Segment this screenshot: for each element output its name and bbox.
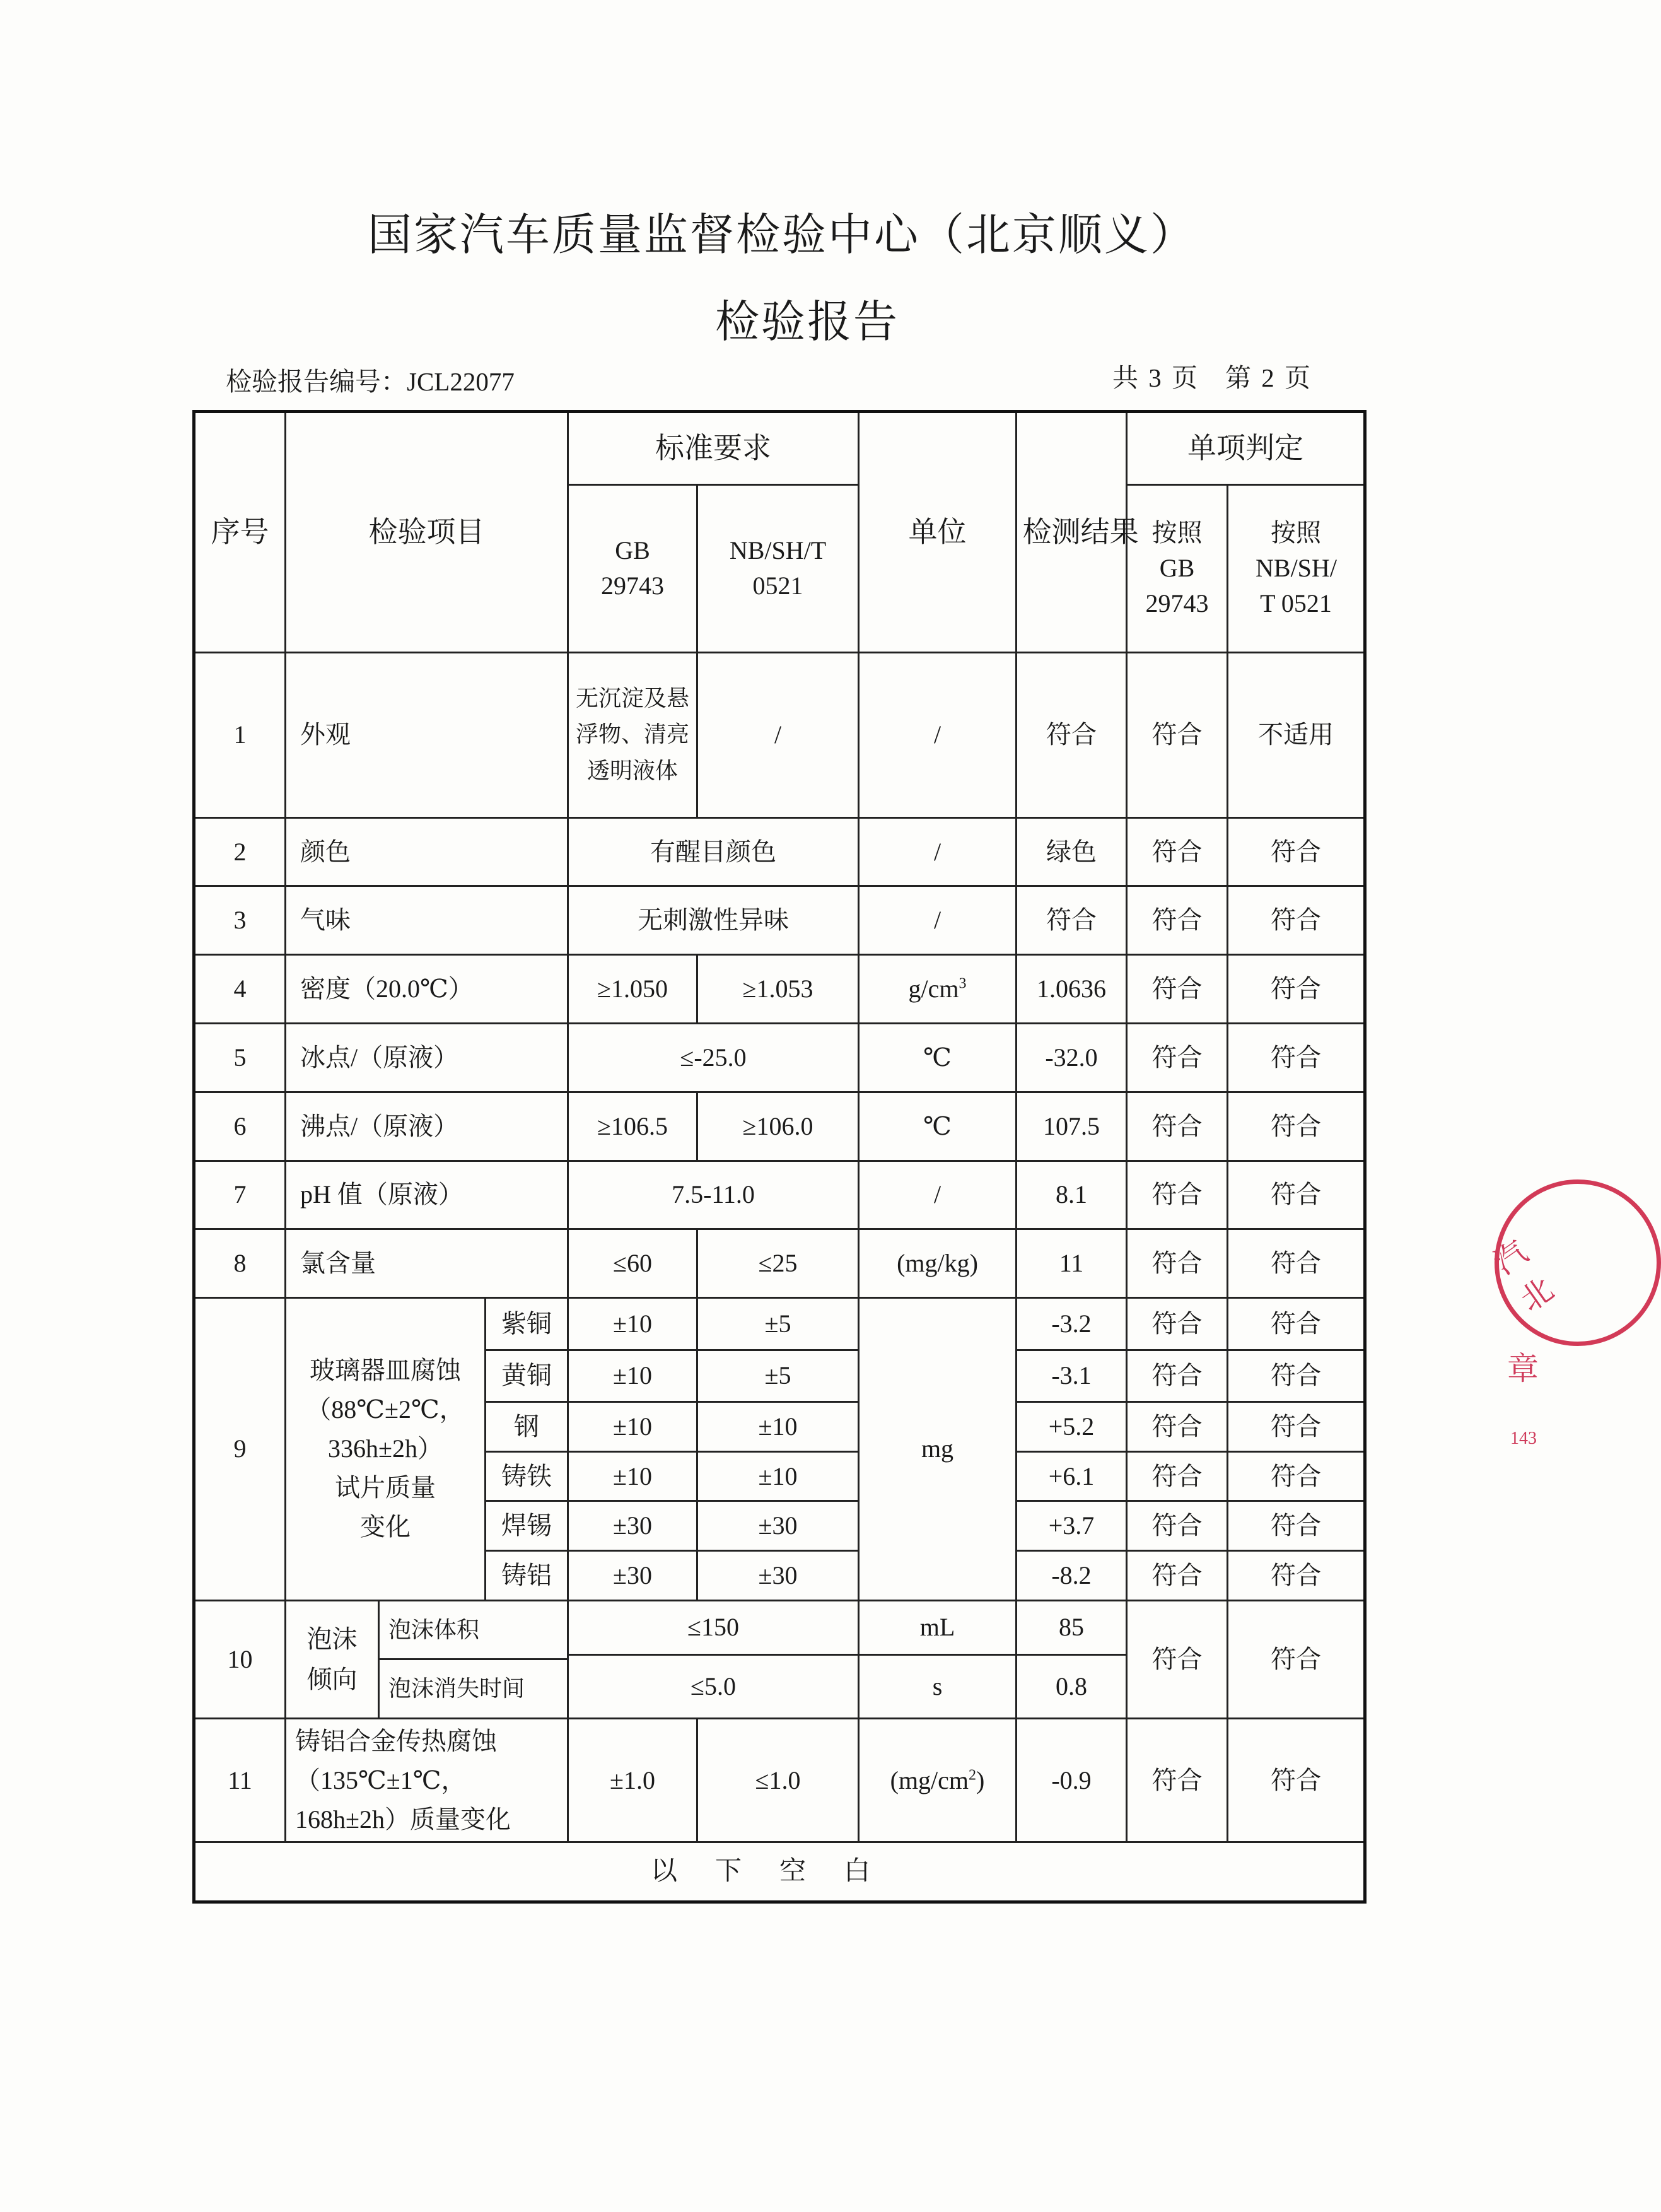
row-no: 5 xyxy=(194,1023,286,1092)
row-item: 外观 xyxy=(286,652,568,817)
table-row xyxy=(194,1161,1365,1229)
row-unit: s xyxy=(859,1655,1017,1719)
row-unit: ℃ xyxy=(859,1092,1017,1161)
table-row xyxy=(194,1229,1365,1298)
row-item: 冰点/（原液） xyxy=(286,1023,568,1092)
row-std: ≤150 xyxy=(568,1600,859,1655)
row-no: 4 xyxy=(194,955,286,1024)
row-result: -0.9 xyxy=(1017,1718,1127,1842)
row-std-nb: ±30 xyxy=(697,1550,859,1600)
row-verdict-gb: 符合 xyxy=(1127,1023,1228,1092)
row-result: 绿色 xyxy=(1017,817,1127,886)
row-std-nb: ±10 xyxy=(697,1451,859,1501)
row-no: 7 xyxy=(194,1161,286,1229)
row-std-nb: ±30 xyxy=(697,1501,859,1551)
row-result: -3.1 xyxy=(1017,1350,1127,1402)
row-unit: (mg/kg) xyxy=(859,1229,1017,1298)
seal-text-2: 章 xyxy=(1507,1351,1539,1386)
row-std-nb: ≤25 xyxy=(697,1229,859,1298)
row-std: 7.5-11.0 xyxy=(568,1161,859,1229)
row-verdict-gb: 符合 xyxy=(1127,1161,1228,1229)
row-verdict-gb: 符合 xyxy=(1127,1451,1228,1501)
row-unit: mg xyxy=(859,1298,1017,1600)
row-result: 85 xyxy=(1017,1600,1127,1655)
header-verdict: 单项判定 xyxy=(1127,412,1365,485)
row-no: 9 xyxy=(194,1298,286,1600)
row-verdict-nb: 符合 xyxy=(1228,886,1365,955)
row-std-nb: ±10 xyxy=(697,1402,859,1452)
metal-label: 紫铜 xyxy=(486,1298,568,1350)
row-verdict-nb: 符合 xyxy=(1228,1229,1365,1298)
header-unit: 单位 xyxy=(859,412,1017,653)
row-item: 氯含量 xyxy=(286,1229,568,1298)
tail-row xyxy=(194,1842,1365,1902)
row-item: 沸点/（原液） xyxy=(286,1092,568,1161)
table-row xyxy=(194,1023,1365,1092)
table-row xyxy=(194,1092,1365,1161)
row-std: ≤5.0 xyxy=(568,1655,859,1719)
row-verdict-gb: 符合 xyxy=(1127,886,1228,955)
row-std-gb: ±10 xyxy=(568,1350,697,1402)
row-no: 10 xyxy=(194,1600,286,1718)
row-std-gb: ±1.0 xyxy=(568,1718,697,1842)
row-std-nb: ≥1.053 xyxy=(697,955,859,1024)
row-verdict-gb: 符合 xyxy=(1127,1350,1228,1402)
metal-label: 铸铁 xyxy=(486,1451,568,1501)
total-pages: 共 3 页 xyxy=(1112,363,1198,392)
row-unit: / xyxy=(859,652,1017,817)
table-row xyxy=(194,1298,1365,1350)
row-std-gb: ±10 xyxy=(568,1298,697,1350)
row-no: 1 xyxy=(194,652,286,817)
row-verdict-gb: 符合 xyxy=(1127,1229,1228,1298)
header-verdict-nb: 按照 NB/SH/ T 0521 xyxy=(1228,484,1365,652)
row-verdict-gb: 符合 xyxy=(1127,1501,1228,1551)
inspection-table xyxy=(192,410,1367,1904)
metal-label: 铸铝 xyxy=(486,1550,568,1600)
row-item: 颜色 xyxy=(286,817,568,886)
row-item: pH 值（原液） xyxy=(286,1161,568,1229)
row-verdict-gb: 符合 xyxy=(1127,1402,1228,1452)
row-verdict-nb: 符合 xyxy=(1228,1600,1365,1718)
row-verdict-nb: 符合 xyxy=(1228,1350,1365,1402)
header-std-gb: GB 29743 xyxy=(568,484,697,652)
seal-text-1: 汽北 xyxy=(1488,1234,1560,1318)
table-row xyxy=(194,1600,1365,1655)
blank-below-note: 以下空白 xyxy=(194,1842,1365,1902)
row-std-gb: ≤60 xyxy=(568,1229,697,1298)
header-verdict-gb: 按照 GB 29743 xyxy=(1127,484,1228,652)
foam-item: 泡沫 倾向 泡沫体积 泡沫消失时间 xyxy=(286,1600,568,1718)
row-verdict-nb: 符合 xyxy=(1228,1023,1365,1092)
row-verdict-gb: 符合 xyxy=(1127,1550,1228,1600)
row-item: 密度（20.0℃） xyxy=(286,955,568,1024)
metal-label: 焊锡 xyxy=(486,1501,568,1551)
corrosion-item: 玻璃器皿腐蚀 （88℃±2℃， 336h±2h） 试片质量 变化 xyxy=(286,1298,486,1600)
row-verdict-nb: 不适用 xyxy=(1228,652,1365,817)
row-std-nb: ±5 xyxy=(697,1298,859,1350)
row-result: +5.2 xyxy=(1017,1402,1127,1452)
current-page: 第 2 页 xyxy=(1225,363,1310,392)
report-number: 检验报告编号：JCL22077 xyxy=(226,367,515,396)
row-unit: / xyxy=(859,1161,1017,1229)
row-result: -3.2 xyxy=(1017,1298,1127,1350)
row-verdict-gb: 符合 xyxy=(1127,1600,1228,1718)
table-row xyxy=(194,817,1365,886)
seal-text-3: 143 xyxy=(1510,1429,1537,1448)
row-result: 11 xyxy=(1017,1229,1127,1298)
table-row xyxy=(194,886,1365,955)
row-unit: / xyxy=(859,817,1017,886)
row-verdict-gb: 符合 xyxy=(1127,955,1228,1024)
row-no: 6 xyxy=(194,1092,286,1161)
header-item: 检验项目 xyxy=(286,412,568,653)
row-verdict-gb: 符合 xyxy=(1127,652,1228,817)
row-std-gb: 无沉淀及悬浮物、清亮透明液体 xyxy=(568,652,697,817)
row-std-gb: ≥106.5 xyxy=(568,1092,697,1161)
row-verdict-nb: 符合 xyxy=(1228,1298,1365,1350)
row-std-gb: ±10 xyxy=(568,1451,697,1501)
metal-label: 黄铜 xyxy=(486,1350,568,1402)
row-std-nb: ≥106.0 xyxy=(697,1092,859,1161)
row-verdict-gb: 符合 xyxy=(1127,1092,1228,1161)
row-verdict-gb: 符合 xyxy=(1127,1298,1228,1350)
heat-item: 铸铝合金传热腐蚀 （135℃±1℃， 168h±2h）质量变化 xyxy=(286,1718,568,1842)
row-item: 气味 xyxy=(286,886,568,955)
document-title: 国家汽车质量监督检验中心（北京顺义） xyxy=(368,211,1196,260)
row-result: 107.5 xyxy=(1017,1092,1127,1161)
row-std-nb: ±5 xyxy=(697,1350,859,1402)
document-subtitle: 检验报告 xyxy=(715,298,899,347)
row-std-gb: ±10 xyxy=(568,1402,697,1452)
row-verdict-nb: 符合 xyxy=(1228,817,1365,886)
row-no: 3 xyxy=(194,886,286,955)
row-no: 11 xyxy=(194,1718,286,1842)
header-seq: 序号 xyxy=(194,412,286,653)
row-std-nb: ≤1.0 xyxy=(697,1718,859,1842)
table-row xyxy=(194,1718,1365,1842)
table-row xyxy=(194,955,1365,1024)
header-row xyxy=(194,412,1365,485)
row-unit: $g/cm^3$ xyxy=(859,955,1017,1024)
row-verdict-nb: 符合 xyxy=(1228,1501,1365,1551)
row-unit: mL xyxy=(859,1600,1017,1655)
row-verdict-nb: 符合 xyxy=(1228,955,1365,1024)
row-result: +6.1 xyxy=(1017,1451,1127,1501)
row-std-nb: / xyxy=(697,652,859,817)
page-indicator xyxy=(1112,357,1310,394)
row-verdict-nb: 符合 xyxy=(1228,1402,1365,1452)
row-verdict-nb: 符合 xyxy=(1228,1550,1365,1600)
metal-label: 钢 xyxy=(486,1402,568,1452)
row-unit: / xyxy=(859,886,1017,955)
row-std: 有醒目颜色 xyxy=(568,817,859,886)
row-std: 无刺激性异味 xyxy=(568,886,859,955)
row-std-gb: ±30 xyxy=(568,1550,697,1600)
row-result: -32.0 xyxy=(1017,1023,1127,1092)
header-std-req: 标准要求 xyxy=(568,412,859,485)
row-std: ≤-25.0 xyxy=(568,1023,859,1092)
row-result: 1.0636 xyxy=(1017,955,1127,1024)
row-result: 8.1 xyxy=(1017,1161,1127,1229)
row-no: 8 xyxy=(194,1229,286,1298)
row-result: 符合 xyxy=(1017,652,1127,817)
row-unit: ℃ xyxy=(859,1023,1017,1092)
row-verdict-nb: 符合 xyxy=(1228,1161,1365,1229)
row-no: 2 xyxy=(194,817,286,886)
row-unit: $(mg/cm^2)$ xyxy=(859,1718,1017,1842)
row-result: 符合 xyxy=(1017,886,1127,955)
row-verdict-gb: 符合 xyxy=(1127,817,1228,886)
row-verdict-gb: 符合 xyxy=(1127,1718,1228,1842)
table-row xyxy=(194,652,1365,817)
row-verdict-nb: 符合 xyxy=(1228,1092,1365,1161)
row-result: -8.2 xyxy=(1017,1550,1127,1600)
header-std-nb: NB/SH/T 0521 xyxy=(697,484,859,652)
row-result: 0.8 xyxy=(1017,1655,1127,1719)
row-std-gb: ≥1.050 xyxy=(568,955,697,1024)
row-std-gb: ±30 xyxy=(568,1501,697,1551)
header-result: 检测结果 xyxy=(1017,412,1127,653)
row-result: +3.7 xyxy=(1017,1501,1127,1551)
row-verdict-nb: 符合 xyxy=(1228,1451,1365,1501)
row-verdict-nb: 符合 xyxy=(1228,1718,1365,1842)
